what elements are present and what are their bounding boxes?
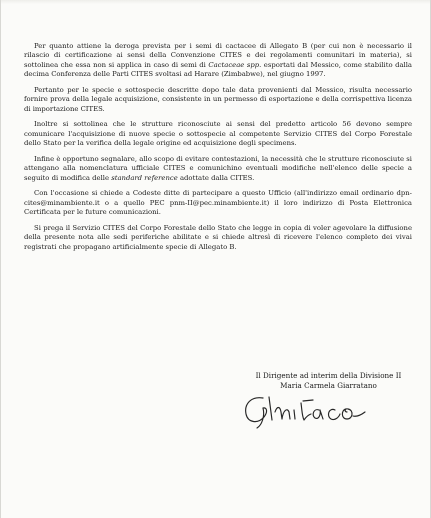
paragraph-distribution-request [24, 224, 412, 252]
scan-edge-shadow [1, 0, 430, 4]
italic-term: standard reference [111, 173, 178, 182]
paragraph-nomenclature [24, 155, 412, 183]
signature-block [241, 371, 416, 390]
signatory-title: Il Dirigente ad interim della Divisione II [255, 371, 402, 380]
paragraph-text: esportati dal Messico, come stabilito dalla decima Conferenza delle Parti CITES svoltasi ad Harare (Zimbabwe), nel giugno 1997. [24, 60, 412, 79]
italic-term: Cactaceae spp. [208, 60, 262, 69]
handwritten-signature [241, 390, 396, 430]
paragraph-text: Con l'occasione si chiede a Codeste ditte di partecipare a questo Ufficio (all'indirizzo email ordinario dpn-cites@minambiente.it o a quello PEC pnm-II@pec.minambiente.it) il loro indirizzo di Posta Elettronica Certificata per le future comunicazioni. [24, 189, 412, 217]
paragraph-text: Pertanto per le specie e sottospecie descritte dopo tale data provenienti dal Messico, risulta necessario fornire prova della legale acquisizione, consistente in un permesso di esportazione e della corrispettiva licenza di importazione CITES. [24, 85, 412, 113]
paragraph-text: Si prega il Servizio CITES del Corpo Forestale dello Stato che legge in copia di voler agevolare la diffusione della presente nota alle sedi periferiche abilitate e si chiede altresì di ricevere l'elenco completo dei vivai registrati che propagano artificialmente specie di Allegato B. [24, 223, 412, 251]
paragraph-text: Inoltre si sottolinea che le strutture riconosciute ai sensi del predetto articolo 56 devono sempre comunicare l'acquisizione di nuove specie o sottospecie al competente Servizio CITES del Corpo Forestale dello Stato per la verifica della legale origine ed acquisizione degli specimens. [24, 120, 412, 148]
paragraph-legal-acquisition [24, 86, 412, 114]
paragraph-pec-request [24, 189, 412, 217]
paragraph-text: Per quanto attiene la deroga prevista per i semi di cactacee di Allegato B (per cui non è necessario il rilascio di certificazione ai sensi della Convenzione CITES e dei regolamenti comunitari in materia), si sottolinea che essa non si applica in caso di semi di [24, 42, 412, 69]
paragraph-new-species-notice [24, 120, 412, 148]
letter-body [24, 42, 412, 252]
paragraph-cactaceae-exemption [24, 42, 412, 80]
signatory-name: Maria Carmela Giarratano [280, 380, 377, 390]
paragraph-text: adottate dalla CITES. [177, 173, 255, 182]
paragraph-text: Infine è opportuno segnalare, allo scopo di evitare contestazioni, la necessità che le strutture riconosciute si attengano alla nomenclatura ufficiale CITES e comunichino eventuali modifiche nell'elenco delle specie a seguito di modifica delle [24, 154, 412, 182]
